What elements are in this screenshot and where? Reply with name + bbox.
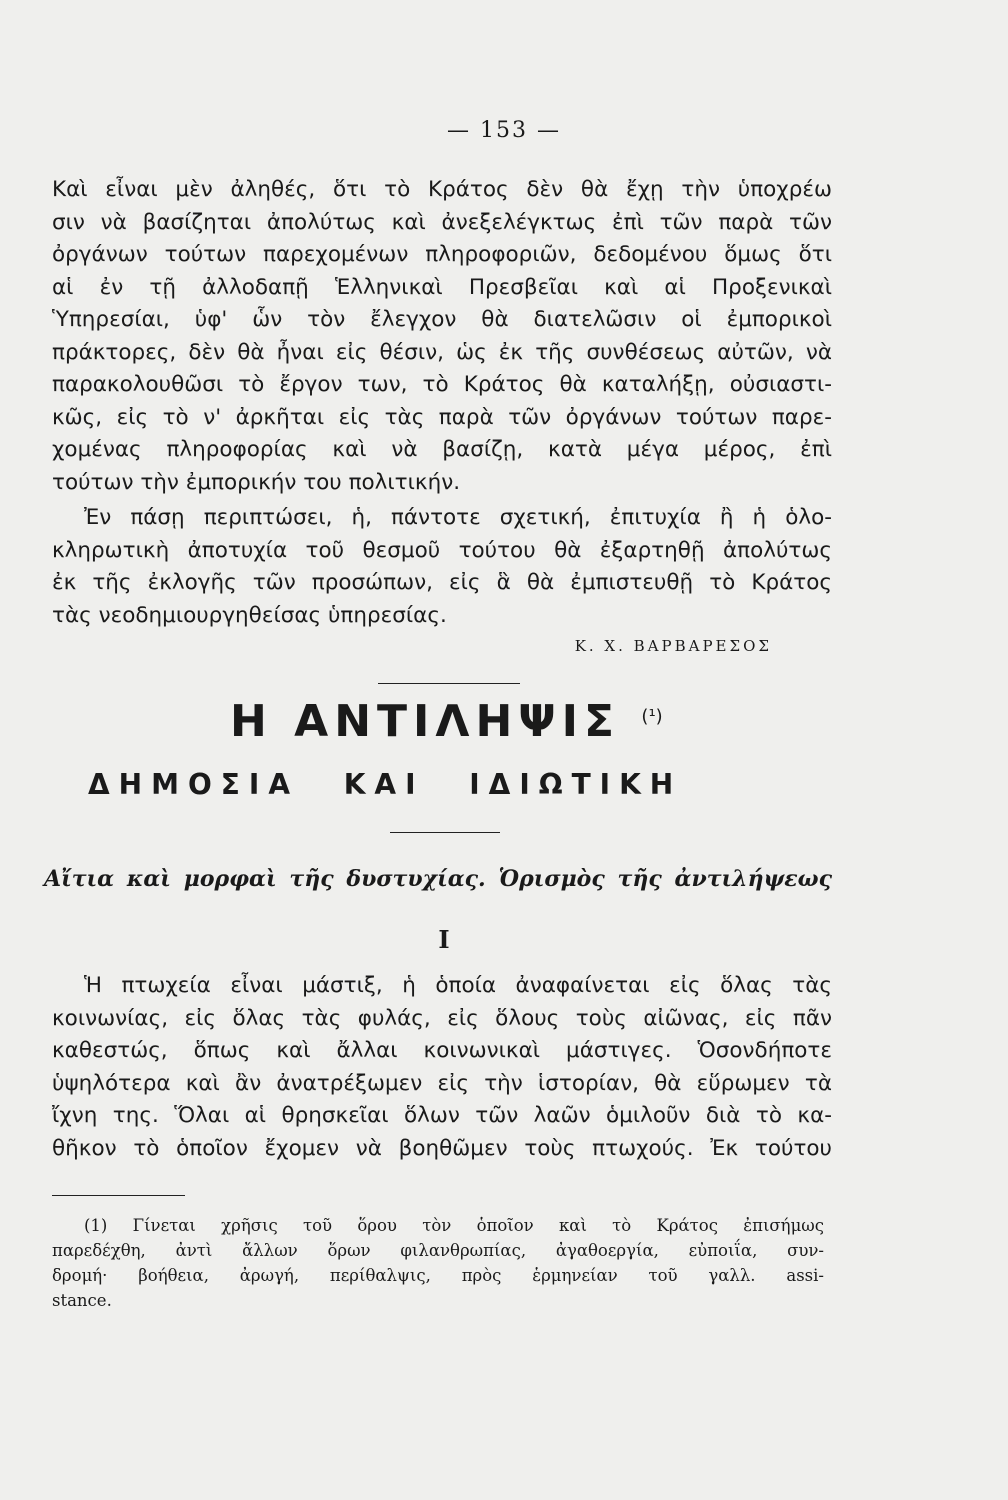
page-number: — 153 —: [447, 118, 561, 143]
separator-rule: [378, 683, 520, 684]
text-line: χομένας πληροφορίας καὶ νὰ βασίζῃ, κατὰ μέγα μέρος, ἐπὶ: [52, 437, 832, 462]
text-line: κοινωνίας, εἰς ὅλας τὰς φυλάς, εἰς ὅλους τοὺς αἰῶνας, εἰς πᾶν: [52, 1005, 832, 1031]
text-line: τὰς νεοδημιουργηθείσας ὑπηρεσίας.: [52, 602, 447, 628]
text-line: κληρωτικὴ ἀποτυχία τοῦ θεσμοῦ τούτου θὰ ἐξαρτηθῇ ἀπολύτως: [52, 537, 832, 563]
footnote-line: παρεδέχθη, ἀντὶ ἄλλων ὅρων φιλανθρωπίας, ἀγαθοεργία, εὐποιΐα, συν-: [52, 1241, 824, 1260]
text-line: τούτων τὴν ἐμπορικήν του πολιτικήν.: [52, 469, 461, 495]
text-line: κῶς, εἰς τὸ ν' ἀρκῆται εἰς τὰς παρὰ τῶν ὀργάνων τούτων παρε-: [52, 404, 832, 430]
article-title-text: Η ΑΝΤΙΛΗΨΙΣ: [230, 696, 621, 747]
text-line: ὑψηλότερα καὶ ἂν ἀνατρέξωμεν εἰς τὴν ἱστορίαν, θὰ εὕρωμεν τὰ: [52, 1070, 832, 1096]
text-line: καθεστώς, ὅπως καὶ ἄλλαι κοινωνικαὶ μάστιγες. Ὁσονδήποτε: [52, 1038, 832, 1063]
footnote-mark: (¹): [641, 706, 663, 727]
text-line: αἱ ἐν τῇ ἀλλοδαπῇ Ἑλληνικαὶ Πρεσβεῖαι καὶ αἱ Προξενικαὶ: [52, 274, 832, 300]
text-line: ἐκ τῆς ἐκλογῆς τῶν προσώπων, εἰς ἃ θὰ ἐμπιστευθῇ τὸ Κράτος: [52, 570, 832, 595]
footnote-line: stance.: [52, 1291, 112, 1310]
article-subtitle: ΔΗΜΟΣΙΑ ΚΑΙ ΙΔΙΩΤΙΚΗ: [88, 768, 683, 801]
text-line: παρακολουθῶσι τὸ ἔργον των, τὸ Κράτος θὰ καταλήξῃ, οὐσιαστι-: [52, 372, 832, 397]
text-line: θῆκον τὸ ὁποῖον ἔχομεν νὰ βοηθῶμεν τοὺς πτωχούς. Ἐκ τούτου: [52, 1135, 832, 1161]
text-line: ἴχνη της. Ὅλαι αἱ θρησκεῖαι ὅλων τῶν λαῶν ὁμιλοῦν διὰ τὸ κα-: [52, 1103, 832, 1128]
separator-rule: [390, 832, 500, 833]
text-line: πράκτορες, δὲν θὰ ἦναι εἰς θέσιν, ὡς ἐκ τῆς συνθέσεως αὐτῶν, νὰ: [52, 339, 832, 365]
text-line: ὀργάνων τούτων παρεχομένων πληροφοριῶν, δεδομένου ὅμως ὅτι: [52, 242, 832, 267]
footnote-line: δρομή· βοήθεια, ἀρωγή, περίθαλψις, πρὸς ἑρμηνείαν τοῦ γαλλ. assi-: [52, 1266, 824, 1285]
section-heading: Αἴτια καὶ μορφαὶ τῆς δυστυχίας. Ὁρισμὸς τῆς ἀντιλήψεως: [44, 866, 832, 892]
text-line: σιν νὰ βασίζηται ἀπολύτως καὶ ἀνεξελέγκτως ἐπὶ τῶν παρὰ τῶν: [52, 209, 832, 235]
footnote: [52, 1213, 824, 1313]
footnote-rule: [52, 1195, 185, 1196]
section-number: I: [438, 925, 450, 954]
text-line: Καὶ εἶναι μὲν ἀληθές, ὅτι τὸ Κράτος δὲν θὰ ἔχῃ τὴν ὑποχρέω: [52, 177, 832, 202]
paragraph-1: [52, 174, 832, 499]
footnote-line: (1) Γίνεται χρῆσις τοῦ ὅρου τὸν ὁποῖον καὶ τὸ Κράτος ἐπισήμως: [84, 1216, 824, 1235]
article-title: [230, 696, 663, 747]
text-line: Ἐν πάσῃ περιπτώσει, ἡ, πάντοτε σχετική, ἐπιτυχία ἢ ἡ ὁλο-: [84, 505, 832, 530]
author-signature: Κ. Χ. ΒΑΡΒΑΡΕΣΟΣ: [574, 637, 772, 655]
text-line: Ὑπηρεσίαι, ὑφ' ὧν τὸν ἔλεγχον θὰ διατελῶσιν οἱ ἐμπορικοὶ: [52, 307, 832, 332]
text-line: Ἡ πτωχεία εἶναι μάστιξ, ἡ ὁποία ἀναφαίνεται εἰς ὅλας τὰς: [84, 973, 832, 998]
paragraph-2: [52, 502, 832, 632]
paragraph-3: [52, 970, 832, 1165]
